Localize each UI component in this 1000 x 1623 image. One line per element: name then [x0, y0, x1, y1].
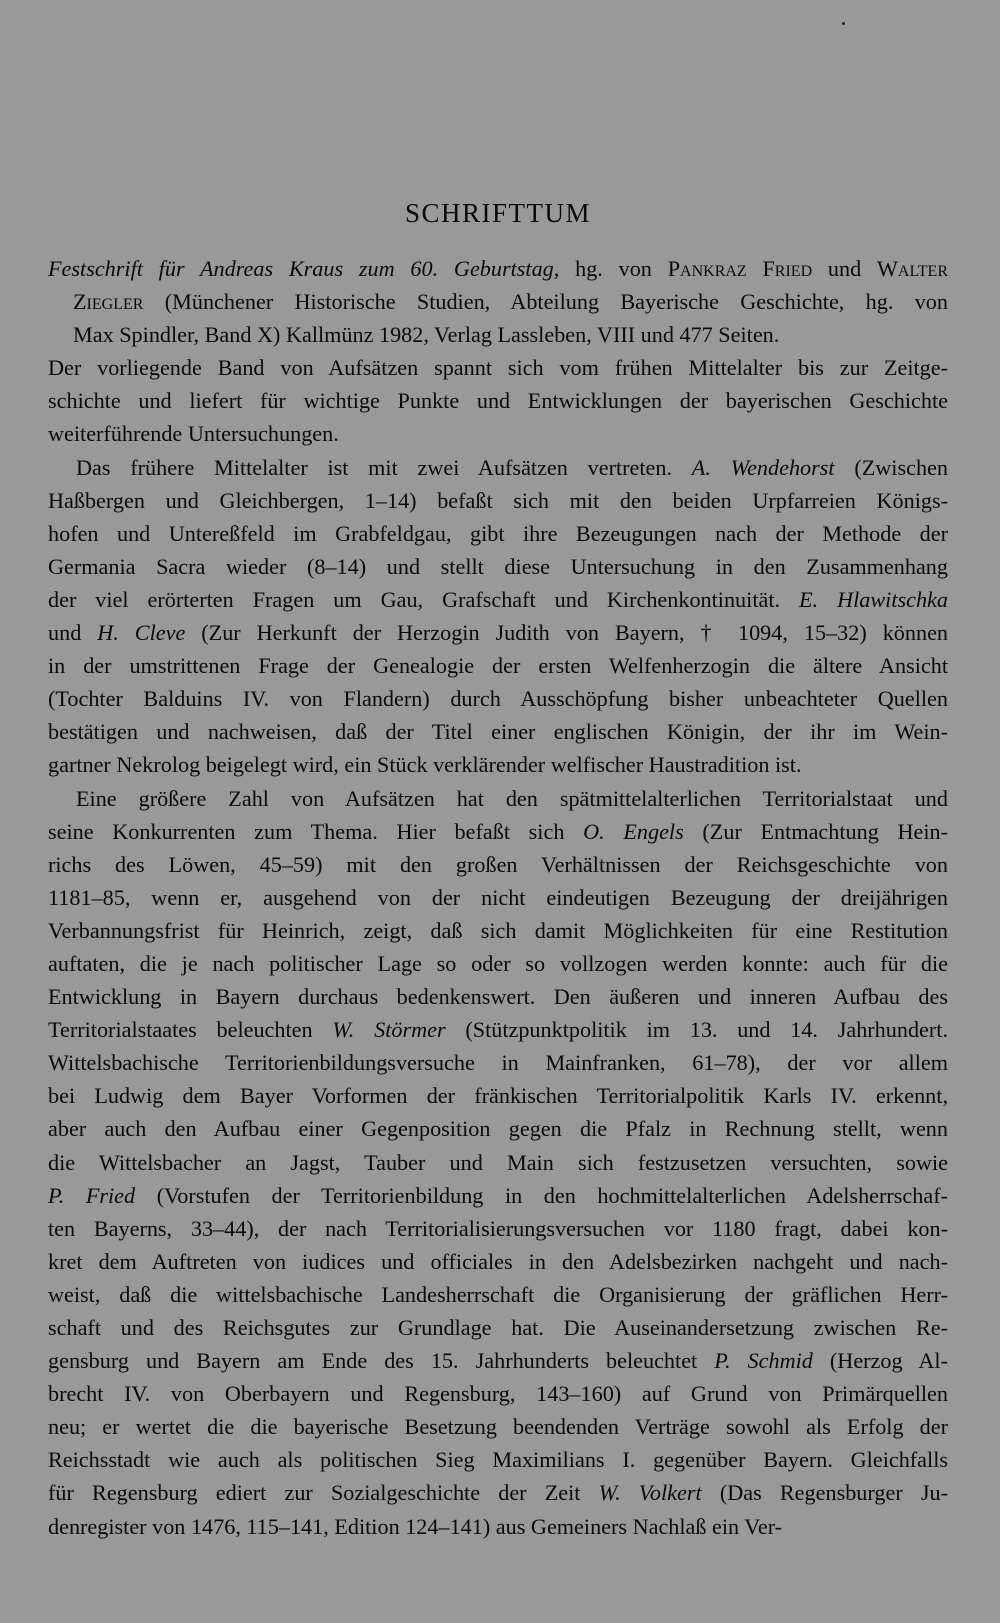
text-run: (Zur Entmachtung Hein-: [683, 818, 948, 844]
italic-text: H. Cleve: [97, 620, 186, 646]
smallcaps-name: Walter: [876, 256, 948, 281]
text-run: auftaten, die je nach politischer Lage so oder so vollzogen werden konnte: auch für die: [48, 950, 948, 976]
text-run: seine Konkurrenten zum Thema. Hier befaßt sich: [48, 818, 584, 844]
text-line: [48, 1179, 948, 1212]
italic-text: A. Wendehorst: [691, 454, 835, 480]
text-run: bestätigen und nachweisen, daß der Titel einer englischen Königin, der ihr im Wein-: [48, 719, 948, 745]
text-run: schaft und des Reichsgutes zur Grundlage hat. Die Auseinandersetzung zwischen Re-: [48, 1315, 948, 1340]
text-line: [48, 1079, 948, 1112]
text-line: [48, 682, 948, 715]
text-run: die Wittelsbacher an Jagst, Tauber und Main sich festzusetzen versuchten, sowie: [48, 1149, 948, 1175]
text-line: [48, 1212, 948, 1245]
text-line: [48, 484, 948, 517]
italic-text: P. Fried: [48, 1182, 136, 1208]
text-run: Germania Sacra wieder (8–14) und stellt diese Untersuchung in den Zusammenhang: [48, 553, 948, 579]
text-run: (Vorstufen der Territorienbildung in den hochmittelalterlichen Adelsherrschaf-: [135, 1182, 948, 1208]
text-run: brecht IV. von Oberbayern und Regensburg, 143–160) auf Grund von Primärquellen: [48, 1381, 948, 1407]
speck-mark: [842, 22, 845, 25]
text-line: [48, 384, 948, 417]
italic-text: Festschrift für Andreas Kraus zum 60. Geburtstag,: [48, 256, 560, 281]
text-run: und: [812, 256, 877, 281]
text-run: ten Bayerns, 33–44), der nach Territorialisierungsversuchen vor 1180 fragt, dabei kon-: [48, 1215, 948, 1241]
text-run: (Herzog Al-: [812, 1348, 948, 1374]
text-line: [48, 1112, 948, 1145]
text-line: [48, 1377, 948, 1410]
text-line: [48, 1013, 948, 1046]
text-line: [48, 285, 948, 318]
text-line: [48, 1046, 948, 1079]
text-run: Territorialstaates beleuchten: [48, 1017, 333, 1043]
text-line: [48, 351, 948, 384]
text-run: (Münchener Historische Studien, Abteilung Bayerische Geschichte, hg. von: [143, 289, 948, 315]
text-run: und: [48, 620, 98, 646]
text-line: [48, 1476, 948, 1509]
text-run: hg. von: [559, 256, 668, 281]
text-line: [48, 1146, 948, 1179]
text-run: Entwicklung in Bayern durchaus bedenkenswert. Den äußeren und inneren Aufbau des: [48, 984, 948, 1010]
text-run: Verbannungsfrist für Heinrich, zeigt, daß sich damit Möglichkeiten für eine Restitution: [48, 917, 948, 943]
text-run: richs des Löwen, 45–59) mit den großen Verhältnissen der Reichsgeschichte von: [48, 851, 948, 877]
text-line: [48, 782, 948, 815]
document-page: [48, 0, 948, 1623]
text-run: für Regensburg ediert zur Sozialgeschichte der Zeit: [48, 1480, 599, 1506]
text-line: [48, 1410, 948, 1443]
text-line: [48, 583, 948, 616]
text-line: [48, 1278, 948, 1311]
italic-text: O. Engels: [583, 818, 684, 844]
text-run: (Tochter Balduins IV. von Flandern) durch Ausschöpfung bisher unbeachteter Quellen: [48, 686, 948, 712]
text-run: 1181–85, wenn er, ausgehend von der nicht eindeutigen Bezeugung der dreijährigen: [48, 884, 948, 910]
text-run: (Zwischen: [834, 454, 948, 480]
text-line: [48, 947, 948, 980]
text-line: [48, 1245, 948, 1278]
italic-text: P. Schmid: [714, 1348, 813, 1374]
page-title: SCHRIFTTUM: [404, 198, 592, 228]
text-run: Reichsstadt wie auch als politischen Sieg Maximilians I. gegenüber Bayern. Gleichfalls: [48, 1447, 948, 1473]
text-run: Max Spindler, Band X) Kallmünz 1982, Verlag Lassleben, VIII und 477 Seiten.: [73, 322, 780, 348]
text-line: [48, 550, 948, 583]
text-run: Das frühere Mittelalter ist mit zwei Aufsätzen vertreten.: [76, 454, 692, 480]
text-line: [48, 649, 948, 682]
text-line: [48, 451, 948, 484]
text-run: weist, daß die wittelsbachische Landesherrschaft die Organisierung der gräflichen Herr-: [48, 1281, 948, 1307]
text-run: (Stützpunktpolitik im 13. und 14. Jahrhundert.: [445, 1017, 948, 1043]
text-line: [48, 1311, 948, 1344]
text-run: kret dem Auftreten von iudices und officiales in den Adelsbezirken nachgeht und nach-: [48, 1248, 948, 1274]
text-run: schichte und liefert für wichtige Punkte und Entwicklungen der bayerischen Geschichte: [48, 388, 948, 414]
text-run: Haßbergen und Gleichbergen, 1–14) befaßt sich mit den beiden Urpfarreien Königs-: [48, 487, 948, 513]
italic-text: W. Volkert: [598, 1480, 702, 1506]
text-run: gensburg und Bayern am Ende des 15. Jahrhunderts beleuchtet: [48, 1348, 715, 1374]
text-run: Wittelsbachische Territorienbildungsversuche in Mainfranken, 61–78), der vor allem: [48, 1050, 948, 1076]
text-run: (Das Regensburger Ju-: [701, 1480, 948, 1506]
text-run: Eine größere Zahl von Aufsätzen hat den spätmittelalterlichen Territorialstaat und: [76, 785, 948, 811]
text-line: [48, 1443, 948, 1476]
text-line: [48, 815, 948, 848]
text-run: aber auch den Aufbau einer Gegenposition gegen die Pfalz in Rechnung stellt, wenn: [48, 1116, 948, 1142]
text-line: [48, 616, 948, 649]
text-line: [48, 715, 948, 748]
text-line: [48, 417, 948, 450]
text-line: [48, 1344, 948, 1377]
text-run: Der vorliegende Band von Aufsätzen spannt sich vom frühen Mittelalter bis zur Zeitge-: [48, 355, 948, 381]
text-line: [48, 517, 948, 550]
text-line: [48, 881, 948, 914]
text-line: [48, 980, 948, 1013]
text-line: [48, 252, 948, 285]
smallcaps-name: Pankraz Fried: [667, 256, 813, 281]
text-run: weiterführende Untersuchungen.: [48, 421, 339, 447]
text-run: gartner Nekrolog beigelegt wird, ein Stück verklärender welfischer Haustradition ist.: [48, 752, 802, 778]
text-run: neu; er wertet die die bayerische Besetzung beendenden Verträge sowohl als Erfolg der: [48, 1414, 948, 1440]
text-line: [48, 748, 948, 781]
text-line: [48, 318, 948, 351]
text-run: (Zur Herkunft der Herzogin Judith von Bayern, † 1094, 15–32) können: [185, 620, 948, 646]
text-run: bei Ludwig dem Bayer Vorformen der fränkischen Territorialpolitik Karls IV. erkennt,: [48, 1083, 948, 1109]
text-line: [48, 1510, 948, 1543]
text-line: [48, 914, 948, 947]
italic-text: W. Störmer: [332, 1017, 446, 1043]
text-run: der viel erörterten Fragen um Gau, Grafschaft und Kirchenkontinuität.: [48, 586, 800, 612]
review-text: [48, 252, 948, 1543]
smallcaps-name: Ziegler: [73, 289, 144, 315]
text-run: in der umstrittenen Frage der Genealogie der ersten Welfenherzogin die ältere Ansicht: [48, 653, 948, 679]
text-run: hofen und Untereßfeld im Grabfeldgau, gibt ihre Bezeugungen nach der Methode der: [48, 520, 948, 546]
text-run: denregister von 1476, 115–141, Edition 124–141) aus Gemeiners Nachlaß ein Ver-: [48, 1513, 783, 1539]
text-line: [48, 848, 948, 881]
italic-text: E. Hlawitschka: [799, 586, 948, 612]
